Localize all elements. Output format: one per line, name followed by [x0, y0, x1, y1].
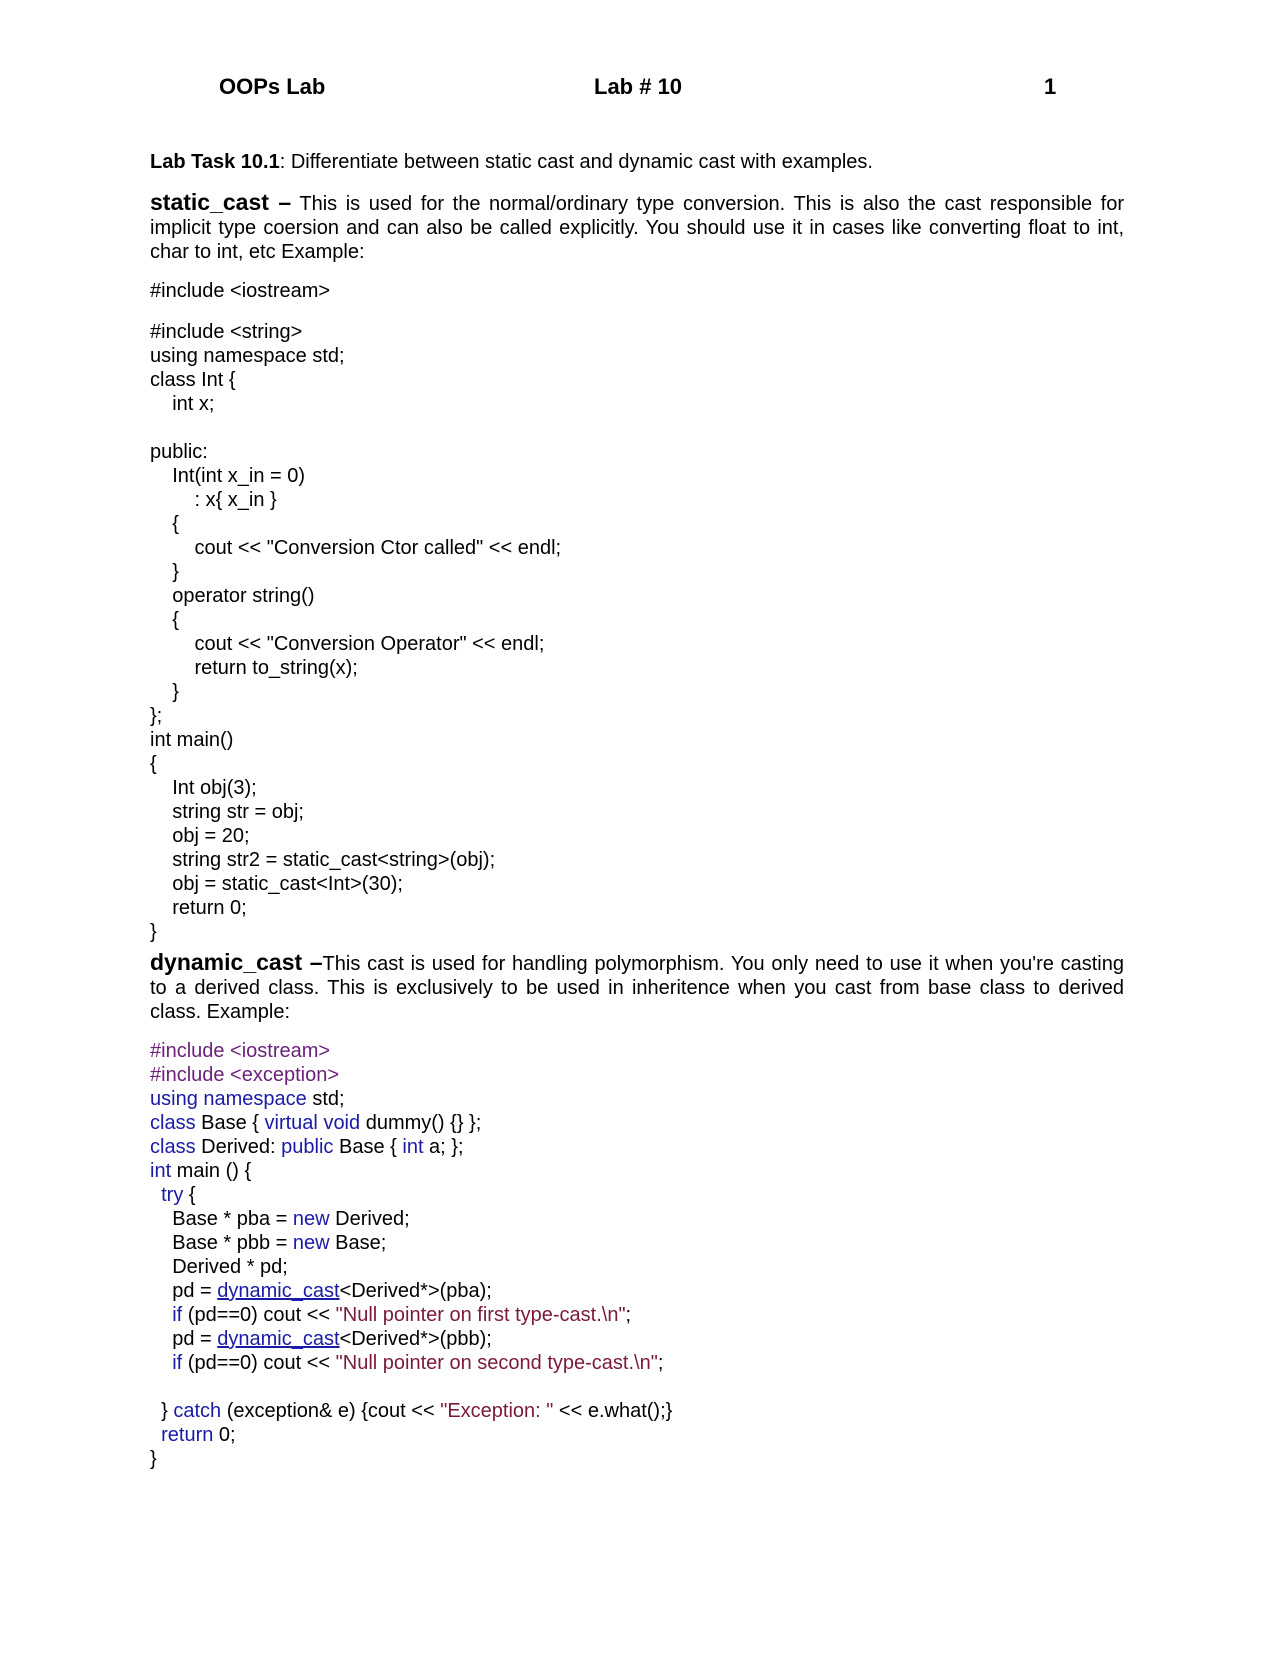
static-cast-include-line: #include <iostream> [150, 280, 331, 302]
dynamic-cast-code-block: #include <iostream> #include <exception> using namespace std; class Base { virtual void dummy() {} }; class Derived: public Base { int a; }; int main () { try { Base * pba = new Derived; Base * pbb = new Base; Derived * pd; pd = dynamic_cast<Derived*>(pba); if (pd==0) cout << "Null pointer on first type-cast.\n"; pd = dynamic_cast<Derived*>(pbb); if (pd==0) cout << "Null pointer on second type-cast.\n"; } catch (exception& e) {cout << "Exception: " << e.what();} return 0; } [150, 1040, 673, 1470]
page-number: 1 [1044, 74, 1057, 99]
task-statement [150, 150, 1124, 174]
code-line: #include <exception> [150, 1064, 340, 1086]
dynamic-cast-description [150, 950, 1124, 1024]
task-text: : Differentiate between static cast and dynamic cast with examples. [279, 151, 873, 173]
page-header [0, 74, 1280, 106]
document-body [150, 150, 1124, 1471]
dynamic-cast-text: This cast is used for handling polymorphism. You only need to use it when you're casting to a derived class. This is exclusively to be used in inheritence when you cast from base class to derived class. Example: [150, 953, 1124, 1023]
code-line: #include <iostream> [150, 1040, 331, 1062]
static-cast-term: static_cast – [150, 189, 292, 215]
static-cast-text: This is used for the normal/ordinary type conversion. This is also the cast responsible for implicit type coersion and can also be called explicitly. You should use it in cases like converting float to int, char to int, etc Example: [150, 193, 1124, 263]
task-label: Lab Task 10.1 [150, 151, 280, 173]
course-title: OOPs Lab [219, 74, 326, 99]
dynamic-cast-term: dynamic_cast – [150, 949, 323, 975]
static-cast-code-block: #include <string> using namespace std; class Int { int x; public: Int(int x_in = 0) : x{ x_in } { cout << "Conversion Ctor called" << endl; } operator string() { cout << "Conversion Operator" << endl; return to_string(x); } }; int main() { Int obj(3); string str = obj; obj = 20; string str2 = static_cast<string>(obj); obj = static_cast<Int>(30); return 0; } [150, 321, 562, 943]
lab-number: Lab # 10 [594, 74, 683, 99]
static-cast-description [150, 190, 1124, 264]
